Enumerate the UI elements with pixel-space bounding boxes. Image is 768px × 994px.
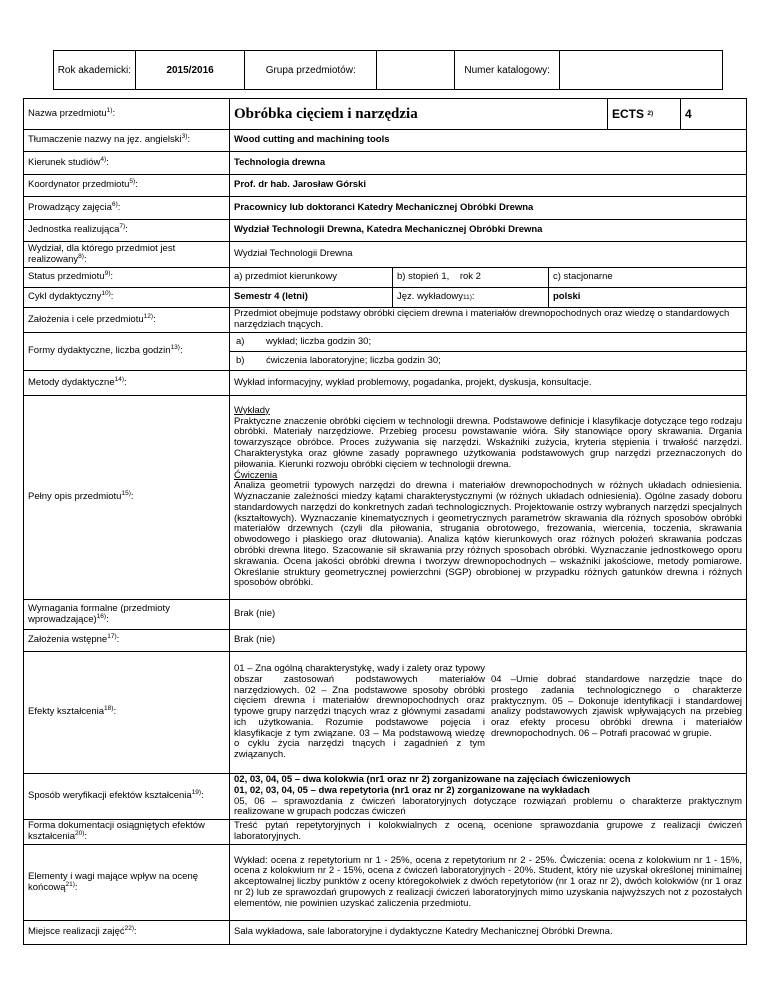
koordynator-label: Koordynator przedmiotu$^{5)}$: [24,175,230,197]
nazwa-value: Obróbka cięciem i narzędzia [230,99,608,129]
row-nazwa [24,99,747,130]
nazwa-label: Nazwa przedmiotu$^{1)}$: [24,99,230,130]
syllabus-table [23,98,747,945]
formy-a: wykład; liczba godzin 30; [266,335,372,347]
jednostka-label: Jednostka realizująca$^{7)}$: [24,220,230,242]
forma-label: Forma dokumentacji osiągniętych efektów kształcenia$^{20)}$: [24,820,230,845]
status-a: a) przedmiot kierunkowy [230,268,393,287]
formy-a-row: a) wykład; liczba godzin 30; [230,333,746,352]
status-c: c) stacjonarne [553,271,613,283]
zalozenia-value: Przedmiot obejmuje podstawy obróbki cięciem drewna i materiałów drewnopochodnych oraz wiedzę o standardowych narzędziach tnących. [230,308,747,333]
prowadzacy-value: Pracownicy lub doktoranci Katedry Mechanicznej Obróbki Drewna [230,197,747,220]
row-formy [24,333,747,371]
header-bar [53,50,723,90]
row-sposob: Sposób weryfikacji efektów kształcenia$^{19)}$: 02, 03, 04, 05 – dwa kolokwia (nr1 oraz nr 2) zorganizowane na zajęciach ćwiczeniowych 01, 02, 03, 04, 05 – dwa repetytoria (nr1 oraz nr 2) zorganizowane na wykładach 05, 06 – sprawozdania z ćwiczeń laboratoryjnych dotyczące rozwiązań problemu o charakterze praktycznym realizowane w grupach podczas ćwiczeń [24,774,747,820]
wymagania-label: Wymagania formalne (przedmioty wprowadzające)$^{16)}$: [24,600,230,630]
efekty-right: 04 –Umie dobrać standardowe narzędzie tnące do prostego zadania technologicznego o charakterze praktycznym. 05 – Dokonuje identyfikacji i standardowej analizy podstawowych zjawisk wpływających na przebieg oraz efekty procesu obróbki drewna i materiałów drewnopochodnych. 06 – Potrafi pracować w grupie. [491,673,742,739]
ects-value: 4 [685,106,692,121]
wydzial-value: Wydział Technologii Drewna [230,242,747,268]
grupa-label: Grupa przedmiotów: [245,51,377,89]
elementy-label: Elementy i wagi mające wpływ na ocenę końcową$^{21)}$: [24,845,230,921]
opis-value: Wykłady Praktyczne znaczenie obróbki cięciem w technologii drewna. Podstawowe definicje i klasyfikacje dotyczące tego rodzaju obróbki. Materiały narzędziowe. Przebieg procesu powstawanie wióra. Siły stanowiące opory skrawania. Drgania towarzyszące obróbce. Proces zużywania się narzędzi. Wskaźniki zużycia, kryteria stępienia i trwałość narzędzi. Charakterystyka oraz główne zasady poprawnego użytkowania podstawowych grup narzędzi przeznaczonych do piłowania. Kierunki rozwoju obróbki cięciem w technologii drewna. Ćwiczenia Analiza geometrii typowych narzędzi do drewna i materiałów drewnopochodnych w różnych układach odniesienia. Wyznaczanie zależności miedzy kątami charakterystycznymi (w różnych układach odniesienia). Ogólne zasady doboru standardowych narzędzi do konkretnych zadań technologicznych. Projektowanie ostrzy wybranych narzędzi specjalnych (kształtowych). Wyznaczanie kinematycznych i geometrycznych parametrów skrawania dla różnych sposobów obróbki materiałów drzewnych (czyli dla piłowania, strugania obrotowego, frezowania, wiercenia, toczenia, skrawania obwodowego i płaskiego oraz dłutowania). Analiza kątów kierunkowych oraz różnych położeń skrawania podczas obróbki drewna litego. Szacowanie sił skrawania przy różnych sposobach obróbki. Wyznaczanie jednostkowego oporu skrawania. Ocena jakości obróbki drewna i tworzyw drewnopochodnych – wskaźniki jakościowe, metody pomiarowe. Określanie struktury geometrycznej powierzchni (SGP) obrobionej w przypadku różnych gatunków drewna i różnych sposobów obróbki. [230,396,747,600]
jezyk-value: polski [553,291,581,303]
rok-value: 2015/2016 [136,51,246,89]
formy-b: ćwiczenia laboratoryjne; liczba godzin 30; [266,354,441,366]
numer-value [560,51,722,89]
koordynator-value: Prof. dr hab. Jarosław Górski [230,175,747,197]
zalozenia-label: Założenia i cele przedmiotu$^{12)}$: [24,308,230,333]
forma-value: Treść pytań repetytoryjnych i kolokwialnych z oceną, ocenione sprawozdania grupowe z realizacji ćwiczeń laboratoryjnych. [230,820,747,845]
formy-b-row: b) ćwiczenia laboratoryjne; liczba godzin 30; [236,354,441,366]
cykl-value: Semestr 4 (letni) [230,288,393,307]
ects-label: ECTS 2) [608,99,681,129]
status-b: b) stopień 1, rok 2 [393,268,549,287]
efekty-left: 01 – Zna ogólną charakterystykę, wady i zalety oraz typowy obszar zastosowań podstawowych materiałów narzędziowych. 02 – Zna podstawowe sposoby obróbki cięciem drewna i materiałów drewnopochodnych oraz typowe grupy narzędzi tnących wraz z głównymi zasadami ich użytkowania. Rozumie podstawowe pojęcia i klasyfikacje z tym związane. 03 – Ma podstawową wiedzę o cyklu życia narzędzi tnących i zagadnień z tym związanych. [234,662,485,761]
cykl-label: Cykl dydaktyczny$^{10)}$: [24,288,230,308]
row-status [24,268,747,288]
kierunek-label: Kierunek studiów$^{4)}$: [24,152,230,175]
tlumaczenie-label: Tłumaczenie nazwy na jęz. angielski$^{3)}$: [24,130,230,152]
status-label: Status przedmiotu$^{9)}$: [24,268,230,288]
metody-value: Wykład informacyjny, wykład problemowy, pogadanka, projekt, dyskusja, konsultacje. [230,371,747,396]
metody-label: Metody dydaktyczne$^{14)}$: [24,371,230,396]
wydzial-label: Wydział, dla którego przedmiot jest realizowany$^{8)}$: [24,242,230,268]
miejsce-value: Sala wykładowa, sale laboratoryjne i dydaktyczne Katedry Mechanicznej Obróbki Drewna. [230,921,747,945]
elementy-value: Wykład: ocena z repetytorium nr 1 - 25%, ocena z repetytorium nr 2 - 25%. Ćwiczenia: ocena z kolokwium nr 1 - 15%, ocena z kolokwium nr 2 - 15%, ocena z ćwiczeń laboratoryjnych - 20%. Student, który nie uzyskał określonej minimalnej akceptowalnej liczby punktów z oceny któregokolwiek z dwóch repetytoriów (nr 1 oraz nr 2), dwóch kolokwiów (nr 1 oraz nr 2) lub ze sprawozdań grupowych z realizacji ćwiczeń laboratoryjnych mimo uzyskania najwyższych not z pozostałych elementów, nie powinien uzyskać zaliczenia przedmiotu. [230,845,747,921]
formy-label: Formy dydaktyczne, liczba godzin$^{13)}$: [24,333,230,371]
efekty-label: Efekty kształcenia$^{18)}$: [24,652,230,774]
tlumaczenie-value: Wood cutting and machining tools [230,130,747,152]
wymagania-value: Brak (nie) [230,600,747,630]
kierunek-value: Technologia drewna [230,152,747,175]
prowadzacy-label: Prowadzący zajęcia$^{6)}$: [24,197,230,220]
miejsce-label: Miejsce realizacji zajęć$^{22)}$: [24,921,230,945]
rok-label: Rok akademicki: [54,51,136,89]
opis-label: Pełny opis przedmiotu$^{15)}$: [24,396,230,600]
zalozenia-wstepne-value: Brak (nie) [230,630,747,652]
zalozenia-wstepne-label: Założenia wstępne$^{17)}$: [24,630,230,652]
jezyk-label: Jęz. wykładowy 11) : [393,288,549,307]
grupa-value [377,51,455,89]
row-efekty [24,652,747,774]
numer-label: Numer katalogowy: [455,51,561,89]
row-opis [24,396,747,600]
jednostka-value: Wydział Technologii Drewna, Katedra Mechanicznej Obróbki Drewna [230,220,747,242]
sposob-label: Sposób weryfikacji efektów kształcenia$^{19)}$: [24,774,230,820]
row-cykl [24,288,747,308]
